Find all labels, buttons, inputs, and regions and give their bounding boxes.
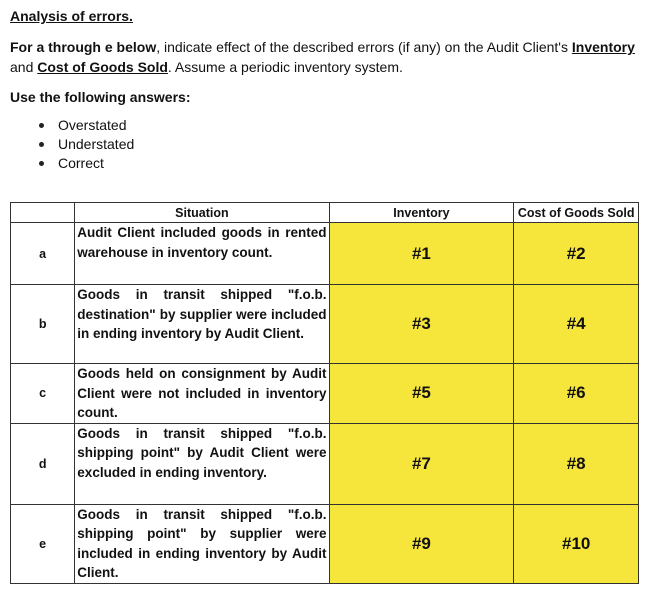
- table-row: [11, 285, 639, 364]
- inventory-answer-cell: #9: [329, 504, 514, 583]
- cogs-answer-cell: #8: [514, 423, 639, 504]
- inventory-term: Inventory: [571, 39, 635, 55]
- document: [10, 8, 646, 580]
- inventory-answer-cell: #3: [329, 285, 514, 364]
- cogs-answer-cell: #10: [514, 504, 639, 583]
- row-situation: Goods in transit shipped "f.o.b. destination" by supplier were included in ending inventory by Audit Client.: [75, 285, 329, 364]
- answer-item: Understated: [58, 135, 646, 154]
- table-row: [11, 504, 639, 583]
- answer-item: Correct: [58, 154, 646, 173]
- errors-table: [10, 202, 639, 584]
- row-situation: Goods in transit shipped "f.o.b. shipping point" by supplier were included in ending inventory by Audit Client.: [75, 504, 329, 583]
- table-row: [11, 364, 639, 424]
- row-letter: e: [11, 504, 75, 583]
- inventory-answer-cell: #1: [329, 223, 514, 285]
- row-letter: a: [11, 223, 75, 285]
- answers-title: Use the following answers:: [10, 89, 191, 105]
- inventory-answer-cell: #5: [329, 364, 514, 424]
- inventory-answer-cell: #7: [329, 423, 514, 504]
- row-letter: c: [11, 364, 75, 424]
- cogs-answer-cell: #6: [514, 364, 639, 424]
- instruction-text-2: and: [10, 59, 38, 75]
- instruction-text-1: , indicate effect of the described errors (if any) on the Audit Client's: [156, 39, 572, 55]
- table-header-row: [11, 203, 639, 223]
- header-inventory: Inventory: [329, 203, 514, 223]
- heading: Analysis of errors.: [10, 8, 133, 24]
- header-blank: [11, 203, 75, 223]
- row-letter: b: [11, 285, 75, 364]
- cogs-term: Cost of Goods Sold: [37, 59, 168, 75]
- table-row: [11, 223, 639, 285]
- row-situation: Audit Client included goods in rented warehouse in inventory count.: [75, 223, 329, 285]
- row-situation: Goods held on consignment by Audit Client were not included in inventory count.: [75, 364, 329, 424]
- answer-item: Overstated: [58, 116, 646, 135]
- header-situation: Situation: [75, 203, 329, 223]
- instruction-lead: For a through e below: [10, 39, 157, 55]
- instruction: [10, 37, 646, 77]
- cogs-answer-cell: #2: [514, 223, 639, 285]
- table-row: [11, 423, 639, 504]
- cogs-answer-cell: #4: [514, 285, 639, 364]
- header-cogs: Cost of Goods Sold: [514, 203, 639, 223]
- row-situation: Goods in transit shipped "f.o.b. shipping point" by Audit Client were excluded in ending inventory.: [75, 423, 329, 504]
- instruction-text-3: . Assume a periodic inventory system.: [167, 59, 403, 75]
- row-letter: d: [11, 423, 75, 504]
- answers-list: [10, 116, 646, 173]
